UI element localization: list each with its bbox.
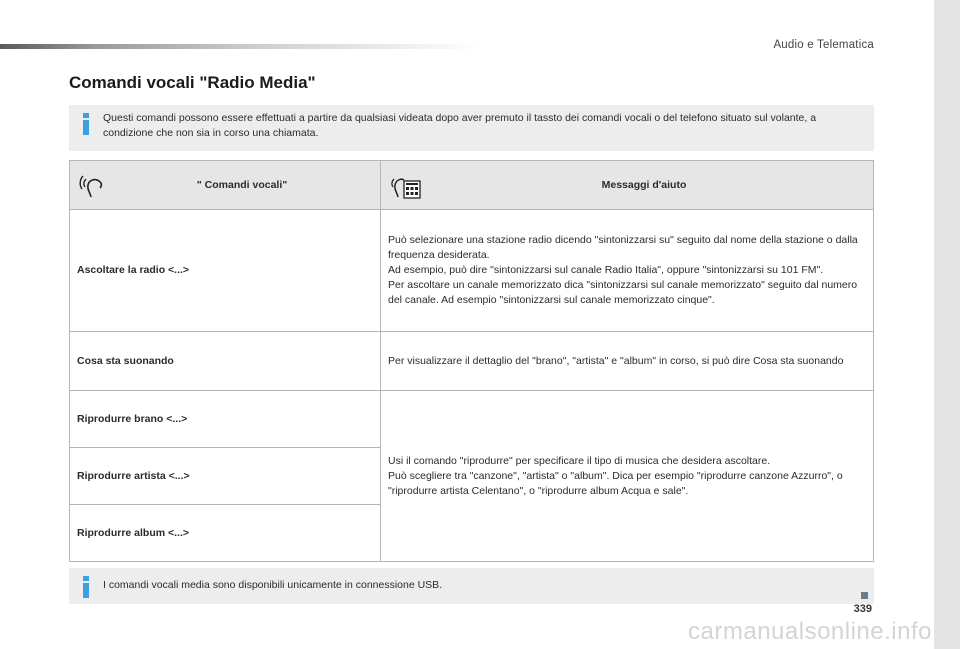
info-note-bottom (69, 568, 874, 604)
voice-commands-table (69, 160, 874, 562)
help-line: Per ascoltare un canale memorizzato dica "sintonizzarsi sul canale memorizzato" seguito dal numero del canale. Ad esempio "sintonizzarsi sul canale memorizzato cinque". (388, 279, 858, 306)
voice-help-icon (388, 170, 422, 200)
help-line: Può scegliere tra "canzone", "artista" o "album". Dica per esempio "riprodurre canzone Azzurro", o "riprodurre artista Celentano", o "riprodurre album Acqua e sale". (388, 469, 843, 497)
info-icon (82, 576, 90, 598)
info-note-top (69, 105, 874, 151)
voice-command-icon (77, 170, 111, 200)
header-help-label: Messaggi d'aiuto (601, 178, 687, 191)
page-edge-strip (934, 0, 960, 649)
help-cell-shared (381, 391, 874, 562)
watermark: carmanualsonline.info (688, 618, 932, 645)
command-cell: Riprodurre artista <...> (70, 448, 381, 505)
section-title: Audio e Telematica (773, 39, 874, 51)
help-line: Ad esempio, può dire "sintonizzarsi sul canale Radio Italia", oppure "sintonizzarsi su 101 FM". (388, 264, 824, 276)
page-title: Comandi vocali "Radio Media" (69, 73, 316, 92)
command-cell: Riprodurre brano <...> (70, 391, 381, 448)
help-line: Usi il comando "riprodurre" per specificare il tipo di musica che desidera ascoltare. (388, 454, 771, 467)
help-line: Per visualizzare il dettaglio del "brano", "artista" e "album" in corso, si può dire Cosa sta suonando (388, 354, 844, 367)
command-cell: Riprodurre album <...> (70, 505, 381, 562)
header-cell-help (381, 161, 874, 210)
info-icon (82, 113, 90, 135)
header-cell-commands (70, 161, 381, 210)
header-commands-label: " Comandi vocali" (196, 178, 288, 191)
info-note-bottom-text: I comandi vocali media sono disponibili unicamente in connessione USB. (103, 579, 443, 591)
table-row (70, 332, 874, 391)
page-number: 339 (853, 603, 872, 615)
table-row (70, 391, 874, 448)
info-note-top-text: Questi comandi possono essere effettuati a partire da qualsiasi videata dopo aver premuto il tassto dei comandi vocali o del telefono situato sul volante, a condizione che non sia in corso una chiamata. (103, 112, 817, 139)
help-line: Può selezionare una stazione radio dicendo "sintonizzarsi su" seguito dal nome della stazione o dalla frequenza desiderata. (388, 234, 858, 261)
help-cell (381, 332, 874, 391)
table-row (70, 210, 874, 332)
header-decoration-bar (0, 44, 480, 49)
help-cell (381, 210, 874, 332)
table-header-row (70, 161, 874, 210)
command-cell: Cosa sta suonando (70, 332, 381, 391)
command-cell: Ascoltare la radio <...> (70, 210, 381, 332)
page-marker (861, 592, 868, 599)
